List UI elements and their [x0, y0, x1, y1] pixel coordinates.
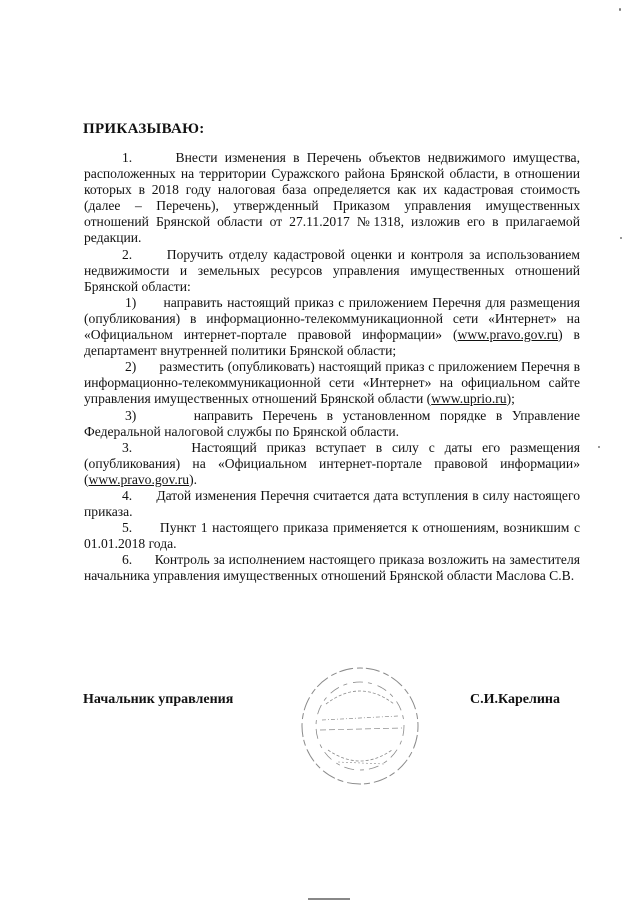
item-3: 3. Настоящий приказ вступает в силу с даты его размещения (опубликования) на «Официальном интернет-портале правовой информации» (www.pravo.gov.ru).	[84, 439, 580, 487]
signatory-name: С.И.Карелина	[470, 692, 560, 707]
official-stamp-icon	[298, 664, 423, 789]
item-1: 1. Внести изменения в Перечень объектов недвижимого имущества, расположенных на территории Суражского района Брянской области, в отношении которых в 2018 году налоговая база определяется как их кадастровая стоимость (далее – Перечень), утвержденный Приказом управления имущественных отношений Брянской области от 27.11.2017 №1318, изложив его в прилагаемой редакции.	[84, 150, 580, 246]
item-2-2: 2) разместить (опубликовать) настоящий приказ с приложением Перечня в информационно-телекоммуникационной сети «Интернет» на официальном сайте управления имущественных отношений Брянской области (www.uprio.ru);	[84, 359, 580, 407]
item-6: 6. Контроль за исполнением настоящего приказа возложить на заместителя начальника управления имущественных отношений Брянской области Маслова С.В.	[84, 552, 580, 584]
order-heading: ПРИКАЗЫВАЮ:	[83, 121, 205, 137]
item-5: 5. Пункт 1 настоящего приказа применяется к отношениям, возникшим с 01.01.2018 года.	[84, 520, 580, 552]
scan-speck	[619, 8, 621, 11]
scan-speck	[598, 446, 600, 448]
item-2-3: 3) направить Перечень в установленном порядке в Управление Федеральной налоговой службы по Брянской области.	[84, 407, 580, 439]
item-2-1: 1) направить настоящий приказ с приложением Перечня для размещения (опубликования) в информационно-телекоммуникационной сети «Интернет» на «Официальном интернет-портале правовой информации» (www.pravo.gov.ru) в департамент внутренней политики Брянской области;	[84, 294, 580, 359]
pravo-link-2[interactable]: www.pravo.gov.ru	[88, 471, 190, 487]
order-body	[84, 150, 580, 585]
scan-speck	[620, 237, 622, 239]
uprio-link[interactable]: www.uprio.ru	[431, 391, 507, 407]
pravo-link[interactable]: www.pravo.gov.ru	[457, 327, 559, 343]
item-2: 2. Поручить отделу кадастровой оценки и контроля за использованием недвижимости и земельных ресурсов управления имущественных отношений Брянской области:	[84, 246, 580, 294]
signatory-position: Начальник управления	[83, 692, 234, 707]
item-4: 4. Датой изменения Перечня считается дата вступления в силу настоящего приказа.	[84, 487, 580, 520]
scan-mark	[308, 898, 350, 900]
